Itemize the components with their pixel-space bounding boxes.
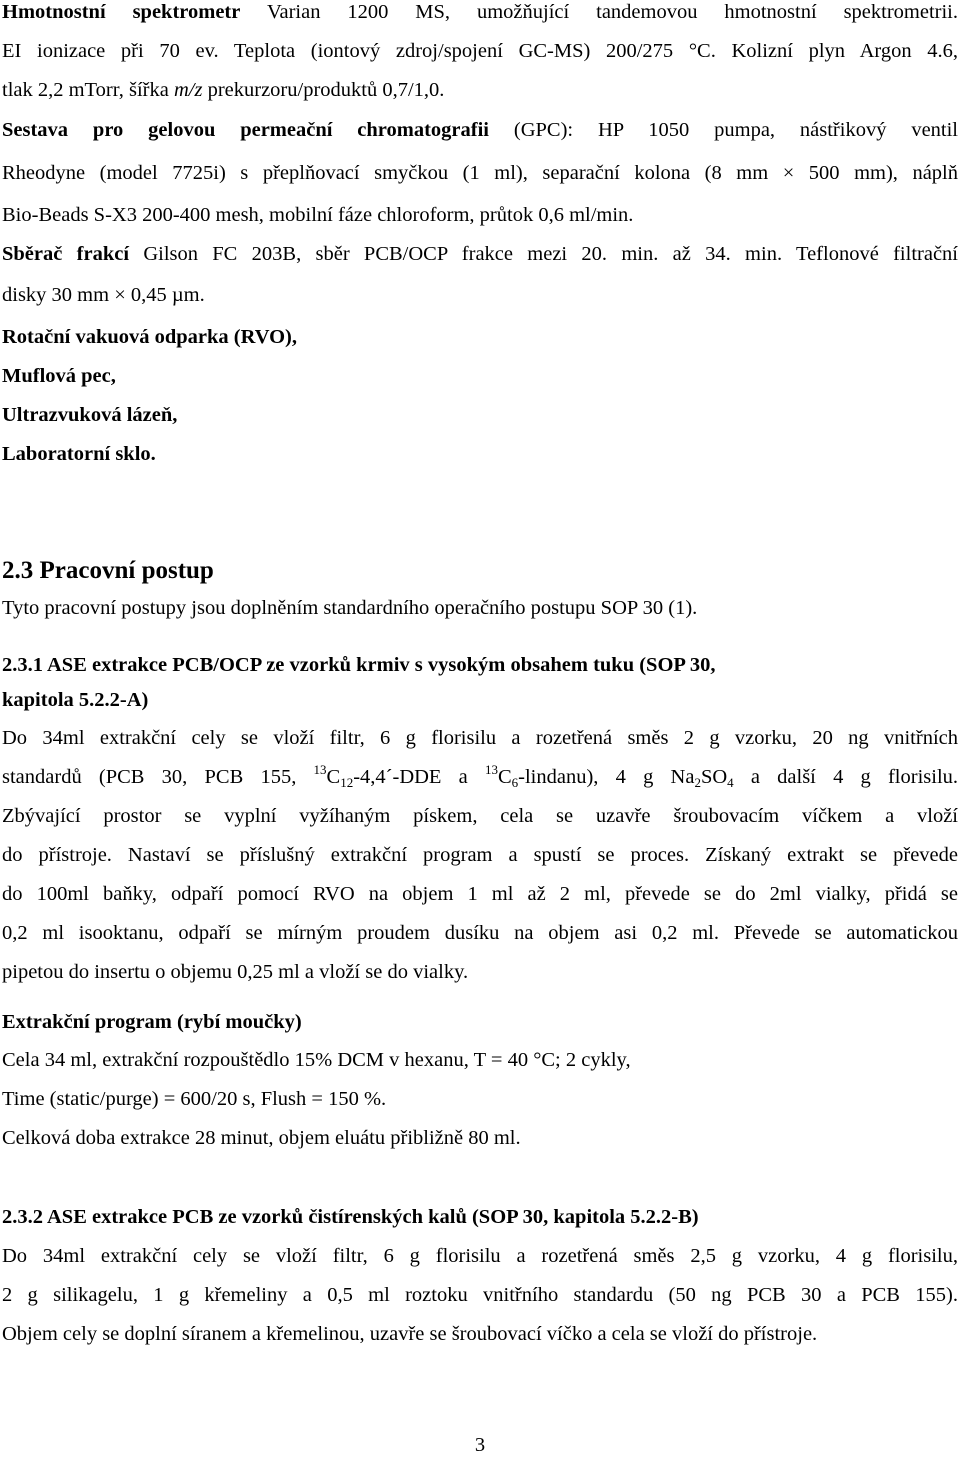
isotope-13-2: 13 [484, 762, 498, 777]
s232-p-line-3: Objem cely se doplní síranem a křemelinou, uzavře se šroubovací víčko a cela se vloží do přístroje. [2, 1323, 818, 1345]
gpc-line-3: Bio-Beads S-X3 200-400 mesh, mobilní fáze chloroform, průtok 0,6 ml/min. [2, 204, 634, 226]
equipment-item-glassware: Laboratorní sklo. [2, 443, 156, 465]
subscript-12: 12 [340, 775, 354, 790]
s231-p2-c: -4,4´-DDE a [353, 766, 485, 788]
subscript-6: 6 [511, 775, 519, 790]
gpc-label: Sestava pro gelovou permeační chromatografii [2, 119, 489, 141]
ms-label: Hmotnostní spektrometr [2, 1, 241, 23]
mz-italic: m/z [173, 79, 203, 101]
equipment-item-ultrasonic: Ultrazvuková lázeň, [2, 404, 178, 426]
section-2-3-intro: Tyto pracovní postupy jsou doplněním standardního operačního postupu SOP 30 (1). [2, 597, 698, 619]
page-number: 3 [474, 1434, 486, 1456]
collector-text-1: Gilson FC 203B, sběr PCB/OCP frakce mezi 20. min. až 34. min. Teflonové filtrační [143, 243, 958, 265]
section-2-3-2-heading: 2.3.2 ASE extrakce PCB ze vzorků čistírenských kalů (SOP 30, kapitola 5.2.2-B) [2, 1206, 699, 1228]
subscript-4: 4 [727, 775, 734, 790]
ms-text-3a: tlak 2,2 mTorr, šířka [2, 79, 174, 101]
s231-p2-a: standardů (PCB 30, PCB 155, [2, 766, 314, 788]
s232-p-line-1: Do 34ml extrakční cely se vloží filtr, 6 g florisilu a rozetřená směs 2,5 g vzorku, 4 g florisilu, [2, 1245, 958, 1267]
s231-p-line-7: pipetou do insertu o objemu 0,25 ml a vloží se do vialky. [2, 961, 469, 983]
s231-p2-f: SO [700, 766, 728, 788]
collector-line-1 [2, 242, 958, 266]
s231-p-line-4: do přístroje. Nastaví se příslušný extrakční program a spustí se proces. Získaný extrakt se převede [2, 844, 958, 866]
section-2-3-heading: 2.3 Pracovní postup [2, 557, 214, 584]
equipment-item-rvo: Rotační vakuová odparka (RVO), [2, 326, 298, 348]
ms-text-1: Varian 1200 MS, umožňující tandemovou hmotnostní spektrometrii. [266, 1, 958, 23]
program-line-3: Celková doba extrakce 28 minut, objem eluátu přibližně 80 ml. [2, 1127, 521, 1149]
ms-line-3 [2, 78, 444, 102]
collector-label: Sběrač frakcí [2, 243, 130, 265]
gpc-text-1: (GPC): HP 1050 pumpa, nástřikový ventil [513, 119, 959, 141]
s231-p2-e: -lindanu), 4 g Na [518, 766, 695, 788]
isotope-13-1: 13 [313, 762, 327, 777]
s231-p2-d: C [497, 766, 512, 788]
s232-p-line-2: 2 g silikagelu, 1 g křemeliny a 0,5 ml roztoku vnitřního standardu (50 ng PCB 30 a PCB 155). [2, 1284, 958, 1306]
extraction-program-heading: Extrakční program (rybí moučky) [2, 1011, 302, 1033]
ms-line-1 [2, 0, 958, 24]
s231-p2-b: C [326, 766, 341, 788]
equipment-item-muffle: Muflová pec, [2, 365, 116, 387]
subscript-2: 2 [694, 775, 701, 790]
s231-p-line-1: Do 34ml extrakční cely se vloží filtr, 6 g florisilu a rozetřená směs 2 g vzorku, 20 ng vnitřních [2, 727, 958, 749]
ms-text-3b: prekurzoru/produktů 0,7/1,0. [202, 79, 445, 101]
gpc-line-1 [2, 118, 958, 142]
section-2-3-1-heading-1: 2.3.1 ASE extrakce PCB/OCP ze vzorků krmiv s vysokým obsahem tuku (SOP 30, [2, 654, 716, 676]
section-2-3-1-heading-2: kapitola 5.2.2-A) [2, 689, 149, 711]
s231-p-line-6: 0,2 ml isooktanu, odpaří se mírným proudem dusíku na objem asi 0,2 ml. Převede se automatickou [2, 922, 958, 944]
program-line-1: Cela 34 ml, extrakční rozpouštědlo 15% DCM v hexanu, T = 40 °C; 2 cykly, [2, 1049, 631, 1071]
gpc-line-2: Rheodyne (model 7725i) s přeplňovací smyčkou (1 ml), separační kolona (8 mm × 500 mm), náplň [2, 162, 958, 184]
s231-p-line-2 [2, 762, 959, 790]
s231-p-line-3: Zbývající prostor se vyplní vyžíhaným pískem, cela se uzavře šroubovacím víčkem a vloží [2, 805, 958, 827]
program-line-2: Time (static/purge) = 600/20 s, Flush = 150 %. [2, 1088, 387, 1110]
collector-line-2: disky 30 mm × 0,45 µm. [2, 284, 205, 306]
s231-p-line-5: do 100ml baňky, odpaří pomocí RVO na objem 1 ml až 2 ml, převede se do 2ml vialky, přidá se [2, 883, 958, 905]
ms-line-2: EI ionizace při 70 ev. Teplota (iontový zdroj/spojení GC-MS) 200/275 °C. Kolizní plyn Argon 4.6, [2, 40, 958, 62]
s231-p2-g: a další 4 g florisilu. [733, 766, 959, 788]
